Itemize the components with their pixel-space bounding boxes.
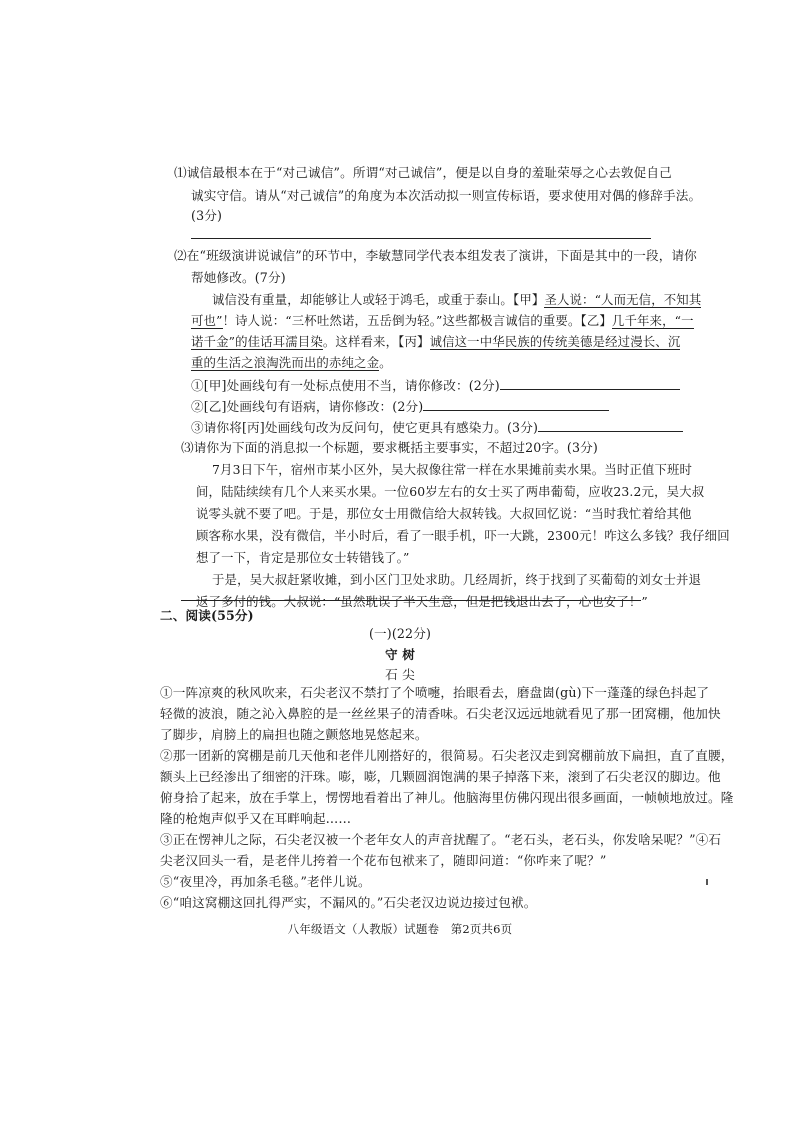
underlined-bing-end: 重的生活之浪淘洗而出的赤纯之金: [191, 355, 380, 370]
passage-text: 诚信没有重量，却能够让人或轻于鸿毛，或重于泰山。【甲】: [212, 292, 545, 307]
q2-line1: ⑵在“班级演讲说诚信”的环节中，李敏慧同学代表本组发表了演讲，下面是其中的一段，请你: [174, 248, 697, 263]
passage-author: 石 尖: [385, 667, 415, 682]
q2-passage-line2: [191, 313, 694, 329]
underlined-jia: 圣人说：“人而无信，不知其: [544, 292, 702, 307]
q3-news6: 于是，吴大叔赶紧收摊，到小区门卫处求助。几经周折，终于找到了买葡萄的刘女士并退: [212, 572, 702, 587]
reading-line9: 尖老汉回头一看，是老伴儿挎着一个花布包袱来了，随即问道：“你咋来了呢？”: [160, 853, 607, 868]
reading-line10: ⑤“夜里冷，再加条毛毯。”老伴儿说。: [160, 874, 371, 889]
underlined-jia-end: 可也”: [191, 313, 223, 328]
q3-news7: 返了多付的钱。大叔说：“虽然耽误了半天生意，但是把钱退出去了，心也安了！”: [196, 594, 648, 609]
q3-news3: 说零头就不要了吧。于是，那位女士用微信给大叔转钱。大叔回忆说：“当时我忙着给其他: [196, 506, 692, 521]
q2-sub1-answer-line[interactable]: [500, 376, 680, 390]
q3-news2: 间，陆陆续续有几个人来买水果。一位60岁左右的女士买了两串葡萄，应收23.2元，吴大叔: [196, 484, 705, 499]
reading-line7: 隆的枪炮声似乎又在耳畔响起……: [160, 811, 352, 826]
q3-news4: 顾客称水果，没有微信，半小时后，看了一眼手机，吓一大跳，2300元！咋这么多钱？我仔细回: [196, 528, 730, 543]
reading-line11: ⑥“咱这窝棚这回扎得严实，不漏风的。”石尖老汉边说边接过包袱。: [160, 895, 537, 910]
q2-passage-line1: [212, 292, 701, 308]
q2-sub1-text: ①[甲]处画线句有一处标点使用不当，请你修改：(2分): [191, 378, 500, 393]
q3-line1: ⑶请你为下面的消息拟一个标题，要求概括主要事实，不超过20字。(3分): [181, 440, 598, 455]
passage-title: 守 树: [384, 647, 416, 662]
q2-sub1: [191, 376, 680, 394]
reading-line3: 了脚步，肩膀上的扁担也随之颤悠地晃悠起来。: [160, 727, 428, 742]
page-footer: 八年级语文（人教版）试题卷 第2页共6页: [287, 922, 513, 936]
q3-news1: 7月3日下午，宿州市某小区外，吴大叔像往常一样在水果摊前卖水果。当时正值下班时: [212, 462, 693, 477]
reading-line1: ①一阵凉爽的秋风吹来，石尖老汉不禁打了个喷嚏，抬眼看去，磨盘崮(gù)下一蓬蓬的绿色抖起了: [160, 685, 710, 700]
passage-text: 。这样看来，【丙】: [322, 334, 430, 349]
underlined-bing: 诚信这一中华民族的传统美德是经过漫长、沉: [429, 334, 681, 349]
reading-line6: 俯身拾了起来，放在手掌上，愣愣地看着出了神儿。他脑海里仿佛闪现出很多画面，一帧帧地放过。隆: [160, 790, 734, 805]
reading-line8: ③正在愣神儿之际，石尖老汉被一个老年女人的声音扰醒了。“老石头，老石头，你发啥呆呢？”④石: [160, 832, 722, 847]
reading-line4: ②那一团新的窝棚是前几天他和老伴儿刚搭好的，很简易。石尖老汉走到窝棚前放下扁担，直了直腰，: [160, 748, 734, 763]
q2-line2: 帮她修改。(7分): [191, 270, 286, 285]
q2-passage-line3: [191, 334, 680, 350]
passage-text: ！诗人说：“三杯吐然诺，五岳倒为轻。”这些都极言诚信的重要。【乙】: [222, 313, 612, 328]
q2-sub3-text: ③请你将[丙]处画线句改为反问句，使它更具有感染力。(3分): [191, 420, 539, 435]
q1-score: (3分): [191, 208, 223, 223]
section-heading: 二、阅读(55分): [160, 608, 254, 623]
q2-sub3-answer-line[interactable]: [538, 418, 683, 432]
q1-line1: ⑴诚信最根本在于“对己诚信”。所谓“对己诚信”，便是以自身的羞耻荣辱之心去敦促自己: [174, 165, 672, 180]
passage-text: 。: [379, 355, 392, 370]
q1-answer-line[interactable]: [191, 238, 651, 239]
reading-line5: 额头上已经渗出了细密的汗珠。嘭，嘭，几颗圆润饱满的果子掉落下来，滚到了石尖老汉的脚边。他: [160, 769, 721, 784]
q2-sub2: [191, 397, 609, 415]
q2-passage-line4: [191, 355, 392, 371]
underlined-yi: 几千年来，“一: [611, 313, 694, 328]
scan-mark: [706, 879, 708, 885]
q2-sub2-text: ②[乙]处画线句有语病，请你修改：(2分): [191, 399, 424, 414]
q1-line2: 诚实守信。请从“对己诚信”的角度为本次活动拟一则宣传标语，要求使用对偶的修辞手法。: [191, 188, 702, 203]
part-heading: (一)(22分): [368, 626, 432, 641]
q2-sub2-answer-line[interactable]: [423, 397, 609, 411]
underlined-yi-end: 诺千金”的佳话耳濡目染: [191, 334, 323, 349]
q3-news5: 想了一下，肯定是那位女士转错钱了。”: [196, 550, 410, 565]
q3-answer-line[interactable]: [181, 600, 641, 601]
q2-sub3: [191, 418, 683, 436]
reading-line2: 轻微的波浪，随之沁入鼻腔的是一丝丝果子的清香味。石尖老汉远远地就看见了那一团窝棚，他加快: [160, 706, 721, 721]
